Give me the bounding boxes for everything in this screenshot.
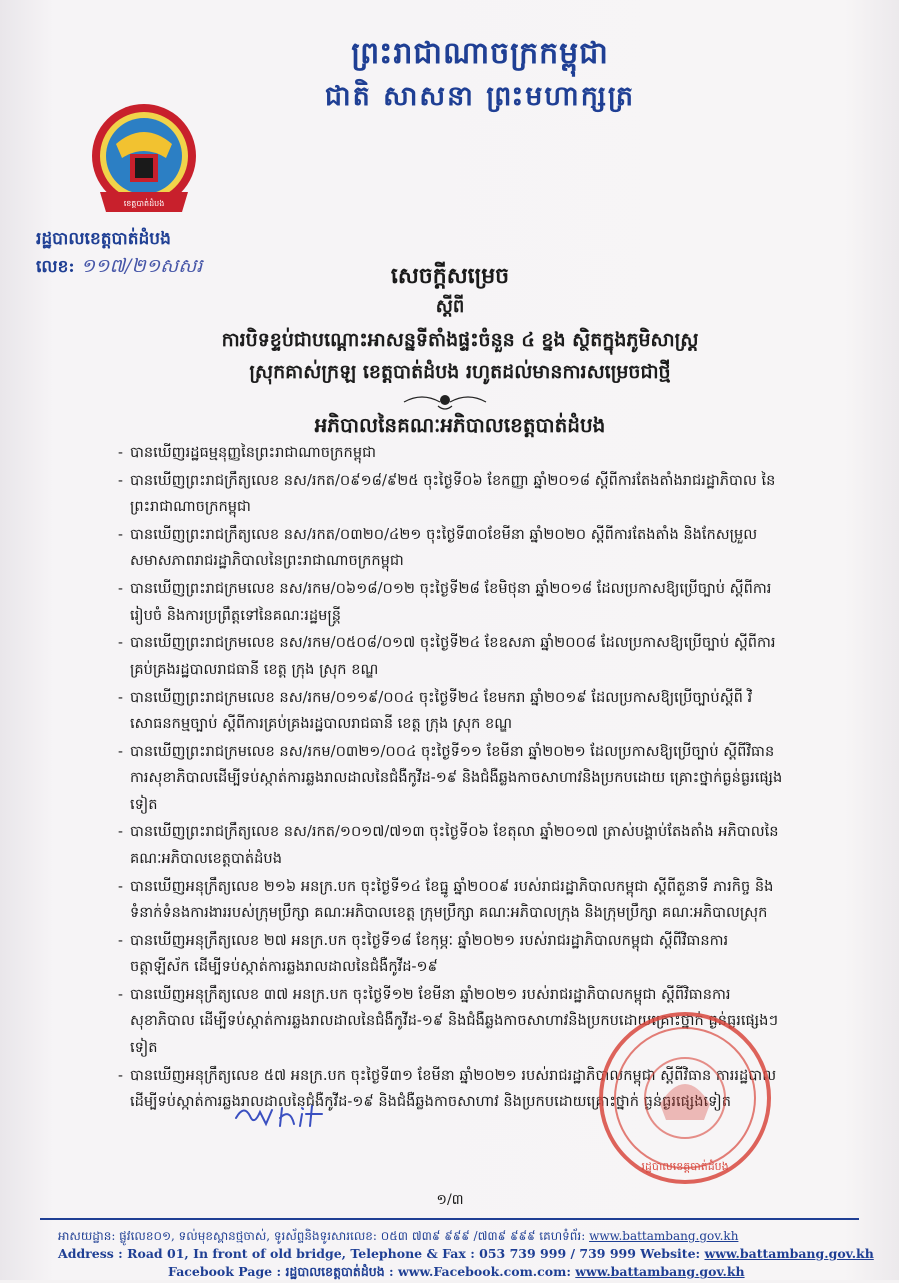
kingdom-heading: ព្រះរាជាណាចក្រកម្ពុជា bbox=[351, 36, 609, 71]
website-link[interactable]: www.battambang.gov.kh bbox=[575, 1264, 745, 1279]
handwritten-signature bbox=[230, 1100, 340, 1130]
province-emblem-logo bbox=[86, 100, 202, 224]
logo-ribbon-text: ខេត្តបាត់ដំបង bbox=[123, 199, 165, 208]
list-item: - បានឃើញព្រះរាជក្រឹត្យលេខ នស/រកត/១០១៧/៧១៣ ចុះថ្ងៃទី០៦ ខែតុលា ឆ្នាំ២០១៧ ត្រាស់បង្គាប់តែងតាំង អភិបាលនៃ គណៈអភិបាលខេត្តបាត់ដំបង bbox=[118, 819, 790, 872]
list-item: - បានឃើញព្រះរាជក្រមលេខ នស/រកម/០៥០៨/០១៧ ចុះថ្ងៃទី២៤ ខែឧសភា ឆ្នាំ២០០៨ ដែលប្រកាសឱ្យប្រើច្បាប់ ស្តីពីការ គ្រប់គ្រងរដ្ឋបាលរាជធានី ខេត្ត ក្រុង ស្រុក ខណ្ឌ bbox=[118, 630, 790, 683]
list-item: - បានឃើញព្រះរាជក្រមលេខ នស/រកម/០៣២១/០០៤ ចុះថ្ងៃទី១១ ខែមីនា ឆ្នាំ២០២១ ដែលប្រកាសឱ្យប្រើច្បាប់ ស្តីពីវិធានការសុខាភិបាលដើម្បីទប់ស្កាត់ការឆ្លងរាលដាលនៃជំងឺកូវីដ-១៩ និងជំងឺឆ្លងកាចសាហាវនិងប្រកបដោយ គ្រោះថ្នាក់ធ្ងន់ធ្ងរផ្សេងទៀត bbox=[118, 739, 790, 818]
motto-heading: ជាតិ សាសនា ព្រះមហាក្សត្រ bbox=[324, 81, 636, 112]
list-item: - បានឃើញព្រះរាជក្រមលេខ នស/រកម/០៦១៨/០១២ ចុះថ្ងៃទី២៨ ខែមិថុនា ឆ្នាំ២០១៨ ដែលប្រកាសឱ្យប្រើច្បាប់ ស្តីពីការរៀបចំ និងការប្រព្រឹត្តទៅនៃគណៈរដ្ឋមន្ត្រី bbox=[118, 576, 790, 629]
list-item: - បានឃើញអនុក្រឹត្យលេខ ២៧ អនក្រ.បក ចុះថ្ងៃទី១៨ ខែកុម្ភៈ ឆ្នាំ២០២១ របស់រាជរដ្ឋាភិបាលកម្ពុជា ស្តីពីវិធានការ ចត្តាឡីស័ក ដើម្បីទប់ស្កាត់ការឆ្លងរាលដាលនៃជំងឺកូវីដ-១៩ bbox=[118, 928, 790, 981]
footer-facebook bbox=[168, 1264, 899, 1283]
footer-khmer-address-text: អាសយដ្ឋាន: ផ្លូវលេខ០១, ទល់មុខស្ពានថ្មចាស់, ទូរស័ព្ទនិងទូរសារលេខ: ០៥៣ ៧៣៩ ៩៩៩ /៧៣៩ ៩៩៩ គេហទំព័រ: bbox=[58, 1229, 586, 1243]
footer-english-address-text: Address : Road 01, In front of old bridge, Telephone & Fax : 053 739 999 / 739 999 Website: bbox=[58, 1246, 701, 1261]
footer-english-address bbox=[58, 1246, 874, 1261]
facebook-page-text: Facebook Page : រដ្ឋបាលខេត្តបាត់ដំបង : www.Facebook.com.com: bbox=[168, 1264, 571, 1279]
subject-line-1: ការបិទខ្ទប់ជាបណ្តោះអាសន្នទីតាំងផ្ទះចំនួន ៤ ខ្នង ស្ថិតក្នុងភូមិសាស្ត្រ bbox=[221, 329, 699, 351]
subject-line-2: ស្រុកគាស់ក្រឡ ខេត្តបាត់ដំបង រហូតដល់មានការសម្រេចជាថ្មី bbox=[249, 361, 671, 383]
footer-divider bbox=[40, 1218, 859, 1220]
decision-authority-heading: អភិបាលនៃគណៈអភិបាលខេត្តបាត់ដំបង bbox=[314, 413, 606, 437]
list-item: - បានឃើញព្រះរាជក្រឹត្យលេខ នស/រកត/០៣២០/៤២១ ចុះថ្ងៃទី៣០ខែមីនា ឆ្នាំ២០២០ ស្តីពីការតែងតាំង និងកែសម្រួល សមាសភាពរាជរដ្ឋាភិបាលនៃព្រះរាជាណាចក្រកម្ពុជា bbox=[118, 522, 790, 575]
list-item: - បានឃើញអនុក្រឹត្យលេខ ៣៧ អនក្រ.បក ចុះថ្ងៃទី១២ ខែមីនា ឆ្នាំ២០២១ របស់រាជរដ្ឋាភិបាលកម្ពុជា ស្តីពីវិធានការ សុខាភិបាល ដើម្បីទប់ស្កាត់ការឆ្លងរាលដាលនៃជំងឺកូវីដ-១៩ និងជំងឺឆ្លងកាចសាហាវនិងប្រកបដោយគ្រោះថ្នាក់ ធ្ងន់ធ្ងរផ្សេងៗទៀត bbox=[118, 982, 790, 1061]
page-number: ១/៣ bbox=[436, 1192, 464, 1208]
website-link[interactable]: www.battambang.gov.kh bbox=[704, 1246, 874, 1261]
issuing-authority-name: រដ្ឋបាលខេត្តបាត់ដំបង bbox=[36, 229, 171, 249]
list-item: - បានឃើញព្រះរាជក្រឹត្យលេខ នស/រកត/០៩១៨/៩២៥ ចុះថ្ងៃទី០៦ ខែកញ្ញា ឆ្នាំ២០១៨ ស្តីពីការតែងតាំងរាជរដ្ឋាភិបាល នៃព្រះរាជាណាចក្រកម្ពុជា bbox=[118, 468, 790, 521]
list-item: - បានឃើញព្រះរាជក្រមលេខ នស/រកម/០១១៩/០០៤ ចុះថ្ងៃទី២៤ ខែមករា ឆ្នាំ២០១៩ ដែលប្រកាសឱ្យប្រើច្បាប់ស្តីពី វិសោធនកម្មច្បាប់ ស្តីពីការគ្រប់គ្រងរដ្ឋបាលរាជធានី ខេត្ត ក្រុង ស្រុក ខណ្ឌ bbox=[118, 685, 790, 738]
list-item: - បានឃើញអនុក្រឹត្យលេខ ២១៦ អនក្រ.បក ចុះថ្ងៃទី១៤ ខែធ្នូ ឆ្នាំ២០០៩ របស់រាជរដ្ឋាភិបាលកម្ពុជា ស្តីពីតួនាទី ភារកិច្ច និងទំនាក់ទំនងការងាររបស់ក្រុមប្រឹក្សា គណៈអភិបាលខេត្ត ក្រុមប្រឹក្សា គណៈអភិបាលក្រុង និងក្រុមប្រឹក្សា គណៈអភិបាលស្រុក bbox=[118, 874, 790, 927]
reference-number: ១១៧/២១សសរ bbox=[80, 255, 203, 277]
website-link[interactable]: www.battambang.gov.kh bbox=[589, 1229, 739, 1243]
ornament-divider-icon bbox=[400, 390, 490, 412]
official-seal-stamp bbox=[590, 1008, 780, 1188]
list-item: - បានឃើញអនុក្រឹត្យលេខ ៥៧ អនក្រ.បក ចុះថ្ងៃទី៣១ ខែមីនា ឆ្នាំ២០២១ របស់រាជរដ្ឋាភិបាលកម្ពុជា ស្តីពីវិធាន ការរដ្ឋបាលដើម្បីទប់ស្កាត់ការឆ្លងរាលដាលនៃជំងឺកូវីដ-១៩ និងជំងឺឆ្លងកាចសាហាវ និងប្រកបដោយគ្រោះថ្នាក់ ធ្ងន់ធ្ងរផ្សេងទៀត bbox=[118, 1063, 790, 1116]
list-item: - បានឃើញរដ្ឋធម្មនុញ្ញនៃព្រះរាជាណាចក្រកម្ពុជា bbox=[118, 440, 790, 466]
reference-label: លេខ: bbox=[36, 257, 75, 277]
reference-number-row bbox=[36, 254, 296, 280]
footer-khmer-address bbox=[58, 1228, 858, 1246]
stamp-text: រដ្ឋបាលខេត្តបាត់ដំបង bbox=[641, 1160, 729, 1173]
subject-word: ស្តីពី bbox=[435, 296, 465, 317]
document-type-title: សេចក្តីសម្រេច bbox=[390, 263, 510, 289]
